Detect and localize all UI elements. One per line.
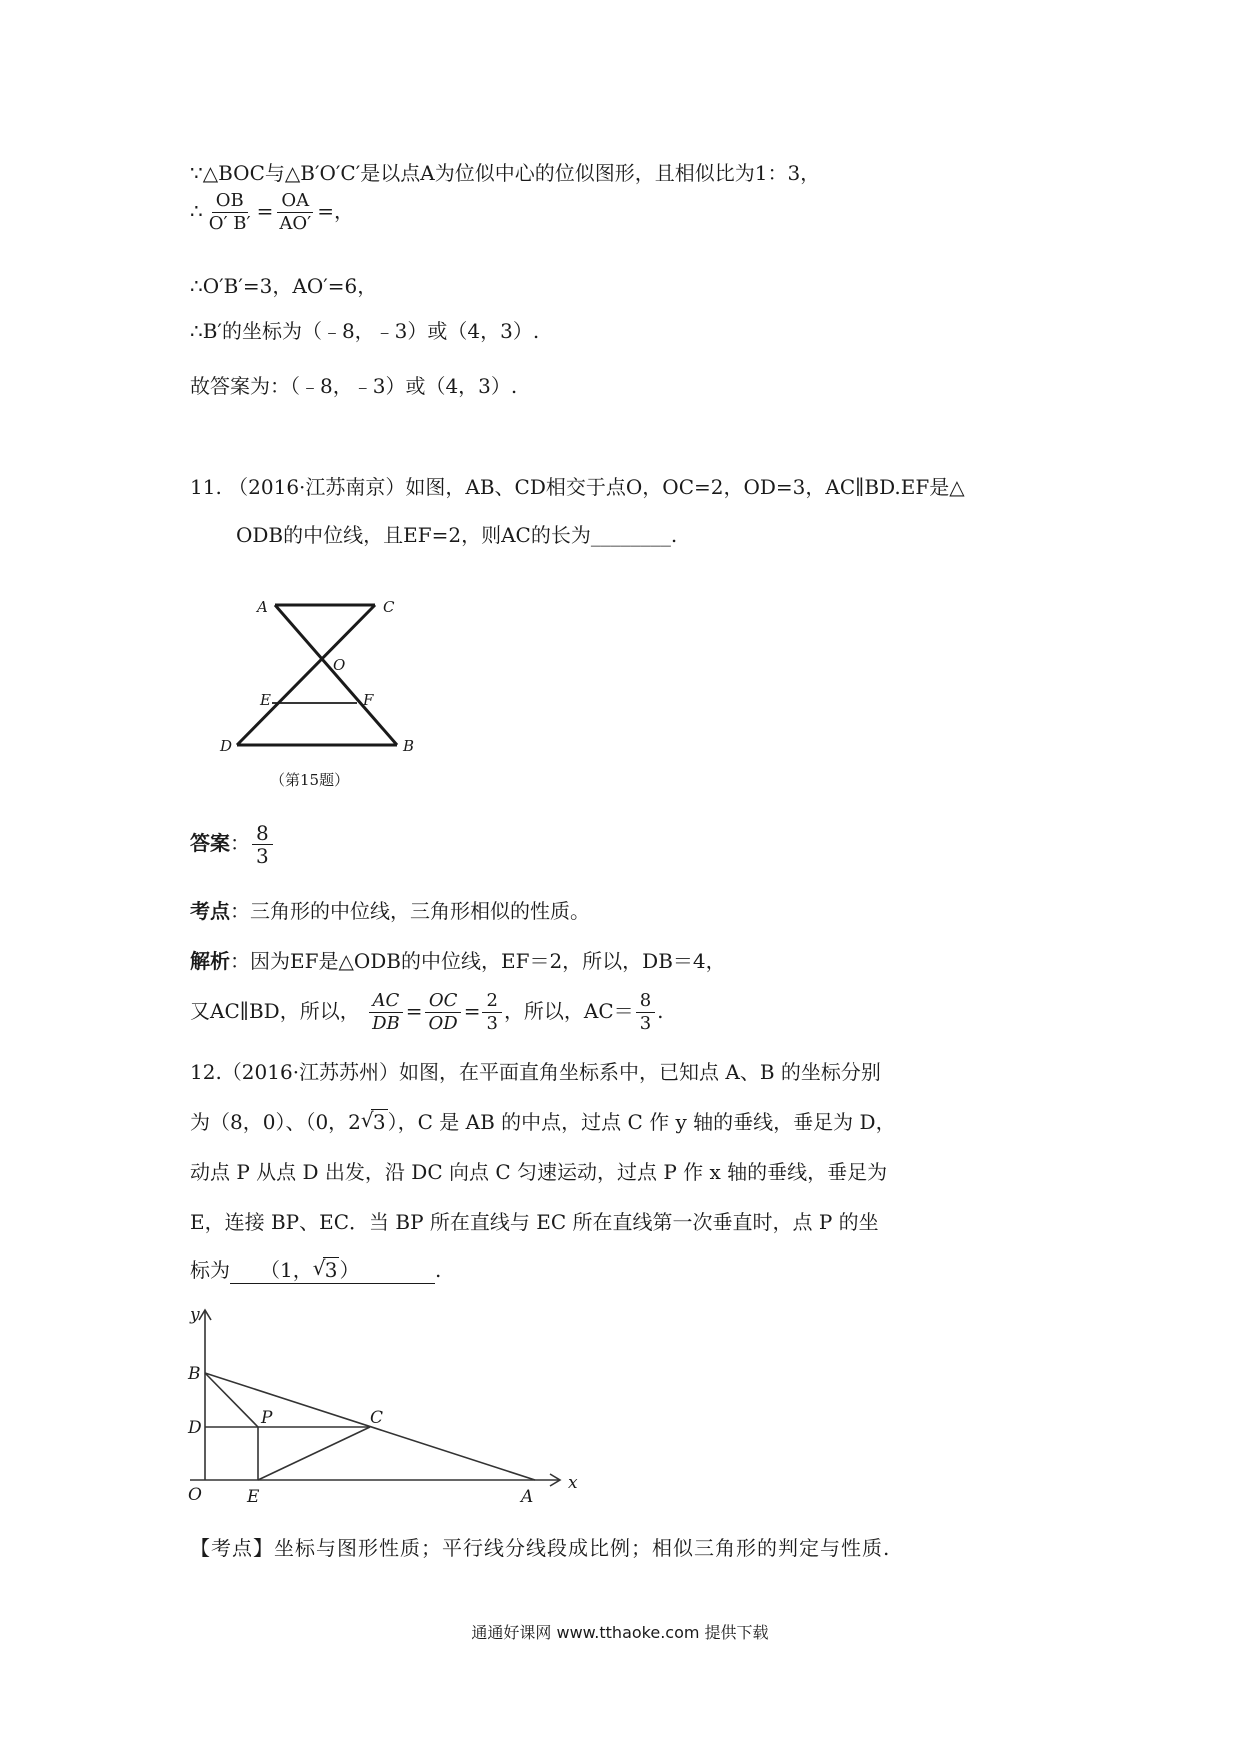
q12-line-5 — [190, 1257, 441, 1284]
answer-blank — [230, 1257, 435, 1284]
fraction-denominator: DB — [372, 1013, 400, 1034]
prev-line-5: 故答案为：（﹣8，﹣3）或（4，3）. — [190, 374, 518, 398]
answer-part-a: （1， — [260, 1258, 313, 1282]
label-c: C — [383, 598, 395, 616]
q12-line-2 — [190, 1109, 896, 1135]
sqrt-3: √ 3 — [360, 1108, 386, 1134]
label-b: B — [403, 737, 415, 755]
answer-part-b: ） — [339, 1258, 360, 1282]
fraction-numerator: 8 — [636, 990, 655, 1013]
radicand: 3 — [324, 1258, 338, 1282]
page-footer: 通通好课网 www.tthaoke.com 提供下载 — [471, 1623, 769, 1642]
fraction-numerator: OB — [212, 190, 248, 213]
fraction-oa-ao — [275, 190, 315, 235]
label-f: F — [363, 691, 374, 709]
equation-suffix: =， — [317, 199, 354, 223]
mid-text: ，所以，AC＝ — [503, 999, 634, 1023]
fraction-denominator: 3 — [639, 1013, 652, 1034]
jiexi-text: ：因为EF是△ODB的中位线，EF＝2，所以，DB＝4， — [230, 949, 726, 973]
q11-jiexi — [190, 948, 726, 974]
q11-kaodian — [190, 898, 590, 924]
fraction-numerator: AC — [369, 990, 404, 1013]
prev-line-1: ∵△BOC与△B′O′C′是以点A为位似中心的位似图形，且相似比为1：3， — [190, 161, 821, 185]
answer-colon: ： — [230, 831, 250, 855]
prev-line-4: ∴B′的坐标为（﹣8，﹣3）或（4，3）. — [190, 319, 540, 343]
fraction-denominator: O′ B′ — [208, 213, 251, 234]
fraction-ac-db — [368, 990, 404, 1035]
fraction-2-3 — [482, 990, 501, 1035]
label-x: x — [568, 1473, 578, 1493]
jiexi-label: 解析 — [190, 949, 230, 973]
q11-line-1: 11. （2016·江苏南京）如图，AB、CD相交于点O，OC=2，OD=3，AC∥BD.EF是△ — [190, 475, 965, 499]
prev-line-2: ∴ $\frac{OB}{O' B'}$ = $\frac{OA}{AO'}$ =， — [190, 190, 354, 234]
kaodian-text: ：三角形的中位线，三角形相似的性质。 — [230, 899, 590, 923]
label-e: E — [247, 1487, 260, 1505]
label-y: y — [190, 1305, 200, 1325]
q11-figure — [215, 585, 430, 795]
last-prefix: 又AC∥BD，所以， — [190, 999, 360, 1023]
segment-cd — [237, 605, 375, 745]
radicand: 3 — [372, 1110, 386, 1134]
label-c: C — [370, 1408, 384, 1428]
fraction-ob-ob — [205, 190, 255, 235]
label-e: E — [260, 691, 271, 709]
kaodian-label: 考点 — [190, 899, 230, 923]
fraction-numerator: 2 — [482, 990, 501, 1013]
fraction-denominator: AO′ — [279, 213, 312, 234]
end-text: . — [657, 999, 664, 1023]
fraction-8-3 — [636, 990, 655, 1035]
fraction-denominator: 3 — [486, 1013, 498, 1034]
q11-answer — [190, 822, 275, 867]
q11-line-2: ODB的中位线，且EF=2，则AC的长为________. — [236, 523, 678, 547]
line2-part-a: 为（8，0）、（0，2 — [190, 1110, 361, 1134]
label-o: O — [333, 656, 346, 674]
figure-caption: （第15题） — [270, 771, 350, 789]
fraction-denominator: 3 — [256, 844, 269, 868]
answer-label: 答案 — [190, 831, 230, 855]
q12-line-1: 12.（2016·江苏苏州）如图，在平面直角坐标系中，已知点 A、B 的坐标分别 — [190, 1060, 881, 1084]
q12-figure — [185, 1295, 585, 1505]
q11-last-line: 又AC∥BD，所以， $\frac{AC}{DB}$ = $\frac{OC}{OD}$ = $\frac{2}{3}$ ，所以，AC＝ $\frac{8}{3}$ . — [190, 990, 664, 1034]
fraction-denominator: OD — [428, 1013, 458, 1034]
fraction-oc-od — [425, 990, 462, 1035]
label-o: O — [188, 1485, 202, 1505]
line5-prefix: 标为 — [190, 1258, 230, 1282]
label-d: D — [188, 1418, 202, 1438]
fraction-numerator: OC — [425, 990, 462, 1013]
label-b: B — [188, 1364, 201, 1384]
label-a: A — [521, 1487, 534, 1505]
fraction-numerator: 8 — [252, 822, 273, 845]
label-a: A — [257, 598, 268, 616]
segment-ab — [275, 605, 397, 745]
prev-line-3: ∴O′B′=3，AO′=6， — [190, 274, 378, 298]
line5-end: . — [435, 1258, 442, 1282]
fraction-numerator: OA — [277, 190, 313, 213]
label-d: D — [220, 737, 233, 755]
line2-part-b: ），C 是 AB 的中点，过点 C 作 y 轴的垂线，垂足为 D， — [387, 1110, 896, 1134]
answer-fraction — [252, 822, 273, 867]
label-p: P — [261, 1408, 273, 1428]
answer-sqrt-3: √ 3 — [312, 1256, 338, 1282]
segment-ec — [258, 1427, 370, 1480]
q12-line-3: 动点 P 从点 D 出发，沿 DC 向点 C 匀速运动，过点 P 作 x 轴的垂线，垂足为 — [190, 1160, 888, 1184]
therefore-symbol: ∴ — [190, 199, 203, 223]
q12-kaodian: 【考点】坐标与图形性质；平行线分线段成比例；相似三角形的判定与性质. — [190, 1536, 891, 1560]
q12-line-4: E，连接 BP、EC．当 BP 所在直线与 EC 所在直线第一次垂直时，点 P 的坐 — [190, 1210, 879, 1234]
